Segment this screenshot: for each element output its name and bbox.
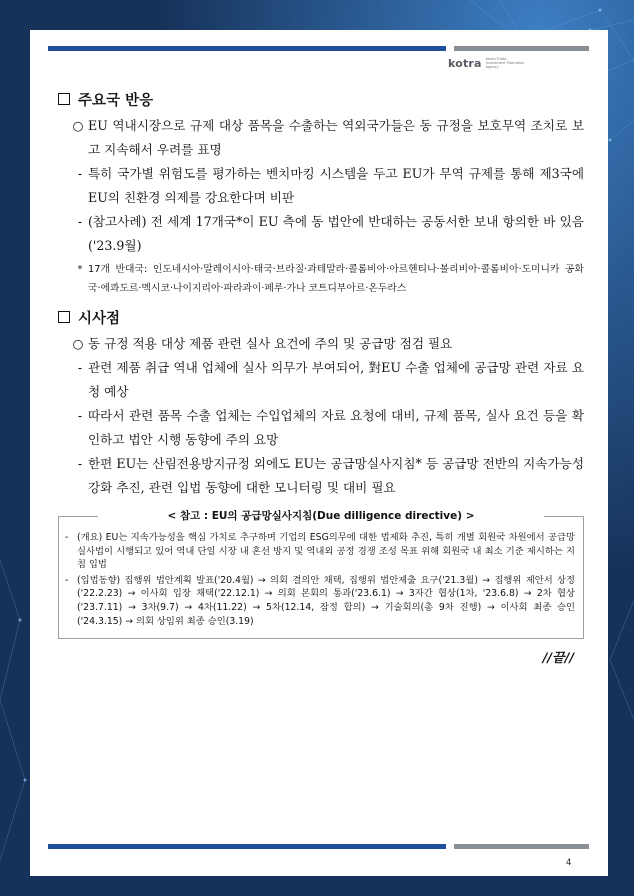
square-bullet-icon: [58, 311, 70, 323]
list-item: - 따라서 관련 품목 수출 업체는 수입업체의 자료 요청에 대비, 규제 품목, 실사 요건 등을 확인하고 법안 시행 동향에 주의 요망: [58, 404, 584, 452]
reference-item: - (입법동향) 집행위 법안계획 발표('20.4월) → 의회 결의안 채택, 집행위 법안제출 요구('21.3월) → 집행위 제안서 상정('22.2.23) → 이사회 입장 채택('22.12.1) → 의회 본회의 통과('23.6.1) → 3자간 협상(1차, '23.6.8) → 2차 협상('23.7.11) → 3차(9.7) → 4차(11.22) → 5차(12.14, 잠정 합의) → 기술회의(총 9차 진행) → 이사회 최종 승인('24.3.15) → 의회 상임위 최종 승인(3.19): [65, 574, 575, 627]
list-item: - (참고사례) 전 세계 17개국*이 EU 측에 동 법안에 반대하는 공동서한 보내 항의한 바 있음('23.9월): [58, 210, 584, 258]
footer-bar-blue: [48, 844, 446, 849]
document-page: [30, 30, 608, 876]
square-bullet-icon: [58, 93, 70, 105]
list-item: ○ EU 역내시장으로 규제 대상 품목을 수출하는 역외국가들은 동 규정을 보호무역 조치로 보고 지속해서 우려를 표명: [58, 114, 584, 162]
header-bar-blue: [48, 46, 446, 51]
dash-bullet-icon: -: [77, 166, 83, 181]
circle-bullet-icon: ○: [72, 118, 84, 133]
logo-tagline: Korea Trade-Investment Promotion Agency: [485, 57, 525, 69]
logo-brand: kotra: [448, 56, 482, 70]
dash-bullet-icon: -: [77, 408, 83, 423]
section-heading-implications: 시사점: [58, 306, 584, 328]
end-mark: //끝//: [542, 651, 574, 667]
circle-bullet-icon: ○: [72, 336, 84, 351]
section-heading-reactions: 주요국 반응: [58, 88, 584, 110]
list-item: - 관련 제품 취급 역내 업체에 실사 의무가 부여되어, 對EU 수출 업체에 공급망 관련 자료 요청 예상: [58, 356, 584, 404]
footer-bar-gray: [454, 844, 589, 849]
reference-box: [58, 516, 584, 639]
page-number: 4: [566, 858, 572, 868]
kotra-logo: [448, 56, 588, 70]
dash-bullet-icon: -: [77, 214, 83, 229]
dash-bullet-icon: -: [77, 456, 83, 471]
page-content: [58, 82, 584, 666]
dash-bullet-icon: -: [77, 360, 83, 375]
reference-item: - (개요) EU는 지속가능성을 핵심 가치로 추구하며 기업의 ESG의무에 대한 법제화 추진, 특히 개별 회원국 차원에서 공급망 실사법이 시행되고 있어 역내 단일 시장 내 혼선 방지 및 역내외 공정 경쟁 조성 목표 위해 회원국 내 최소 기준 제시하는 지침 입법: [65, 532, 575, 571]
list-item: ○ 동 규정 적용 대상 제품 관련 실사 요건에 주의 및 공급망 점검 필요: [58, 332, 584, 356]
reference-title: < 참고 : EU의 공급망실사지침(Due dilligence directive) >: [98, 506, 544, 526]
header-bar-gray: [454, 46, 589, 51]
footnote: * 17개 반대국: 인도네시아·말레이시아·태국·브라질·과테말라·콜롬비아·아르헨티나·볼리비아·콜롬비아·도미니카 공화국·에콰도르·멕시코·나이지리아·파라과이·페루·가나 코트디부아르·온두라스: [77, 264, 584, 294]
list-item: - 한편 EU는 산림전용방지규정 외에도 EU는 공급망실사지침* 등 공급망 전반의 지속가능성 강화 추진, 관련 입법 동향에 대한 모니터링 및 대비 필요: [58, 452, 584, 500]
list-item: - 특히 국가별 위험도를 평가하는 벤치마킹 시스템을 두고 EU가 무역 규제를 통해 제3국에 EU의 친환경 의제를 강요한다며 비판: [58, 162, 584, 210]
